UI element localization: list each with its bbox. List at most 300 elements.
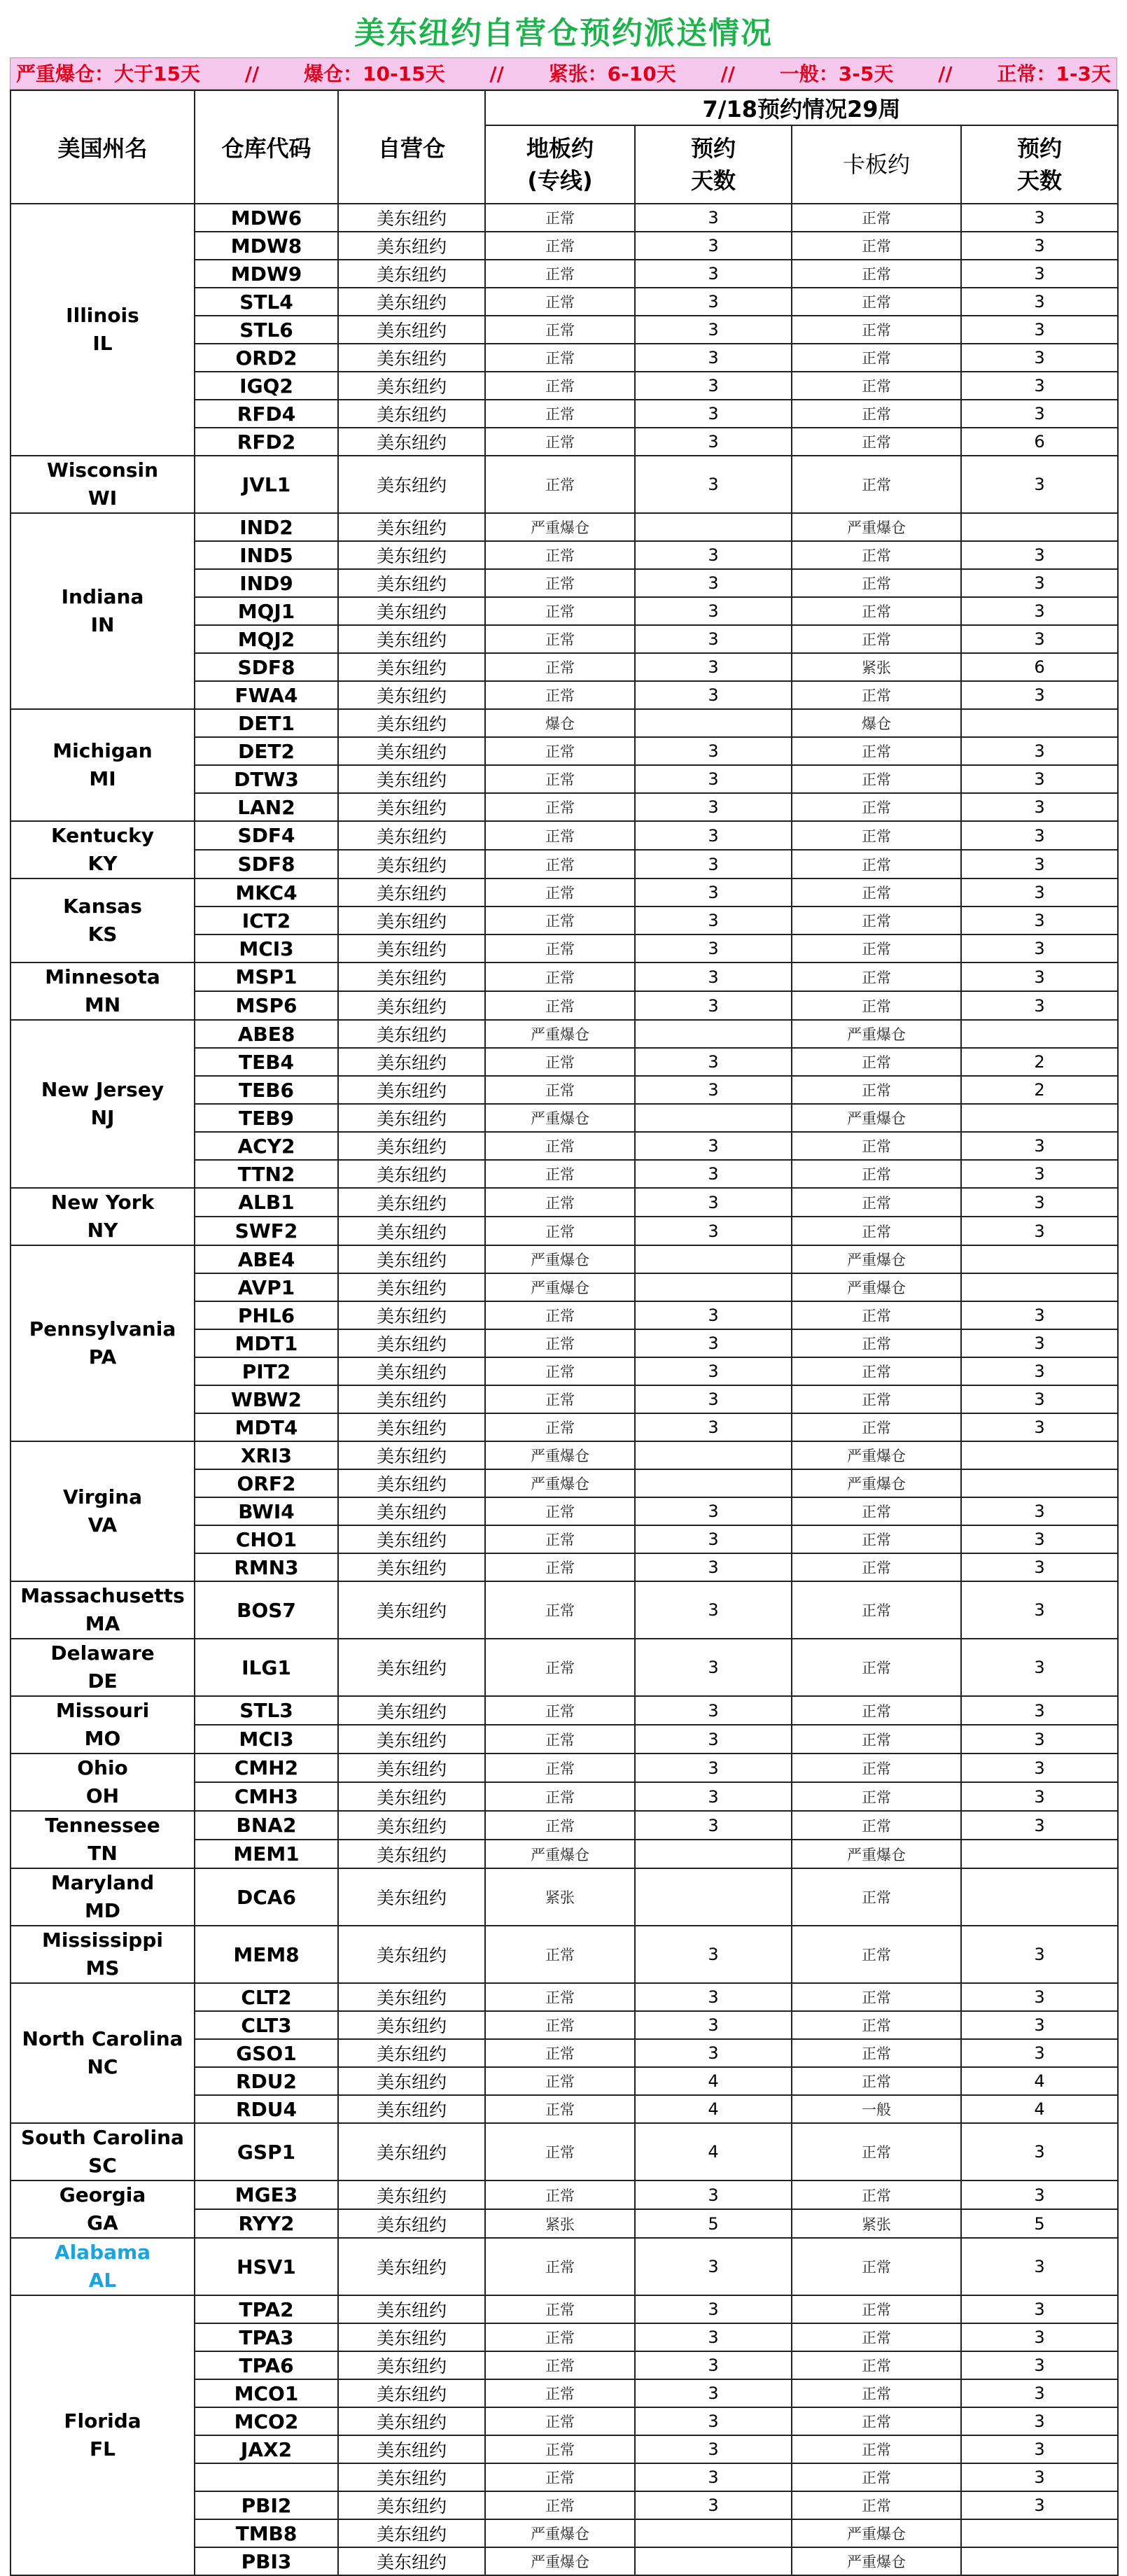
floor-days: 3 [635, 260, 792, 288]
self-warehouse: 美东纽约 [338, 1581, 485, 1639]
pallet-status: 正常 [792, 1160, 961, 1188]
warehouse-code: TPA2 [195, 2295, 338, 2323]
warehouse-code: CLT3 [195, 2011, 338, 2039]
floor-days: 3 [635, 2379, 792, 2407]
floor-status: 正常 [485, 2435, 635, 2463]
warehouse-code: PIT2 [195, 1357, 338, 1385]
floor-days: 3 [635, 456, 792, 513]
warehouse-code: IND9 [195, 569, 338, 597]
floor-status: 正常 [485, 2039, 635, 2067]
warehouse-code: SDF8 [195, 653, 338, 681]
self-warehouse: 美东纽约 [338, 1188, 485, 1217]
floor-status: 严重爆仓 [485, 1020, 635, 1048]
floor-status: 正常 [485, 1553, 635, 1581]
state-name: Illinois IL [10, 204, 195, 456]
floor-days: 3 [635, 2039, 792, 2067]
pallet-days: 3 [961, 2011, 1118, 2039]
warehouse-code: STL6 [195, 316, 338, 344]
self-warehouse: 美东纽约 [338, 1441, 485, 1469]
floor-status: 正常 [485, 316, 635, 344]
floor-days: 4 [635, 2095, 792, 2123]
floor-status: 严重爆仓 [485, 513, 635, 541]
pallet-status: 正常 [792, 316, 961, 344]
pallet-status: 正常 [792, 1983, 961, 2011]
self-warehouse: 美东纽约 [338, 513, 485, 541]
pallet-status: 正常 [792, 1217, 961, 1245]
legend-item: 一般：3-5天 [779, 62, 894, 85]
floor-days: 3 [635, 541, 792, 569]
warehouse-code: ABE8 [195, 1020, 338, 1048]
self-warehouse: 美东纽约 [338, 1469, 485, 1497]
floor-days: 3 [635, 2491, 792, 2519]
warehouse-code: TMB8 [195, 2519, 338, 2547]
header-week: 7/18预约情况29周 [485, 90, 1118, 125]
pallet-status: 正常 [792, 2491, 961, 2519]
warehouse-code: DET1 [195, 709, 338, 737]
floor-status: 正常 [485, 991, 635, 1020]
floor-days: 3 [635, 765, 792, 793]
pallet-status: 正常 [792, 2407, 961, 2435]
floor-status: 紧张 [485, 1868, 635, 1926]
warehouse-code: GSO1 [195, 2039, 338, 2067]
legend-bar [10, 57, 1117, 90]
pallet-days: 3 [961, 962, 1118, 991]
self-warehouse: 美东纽约 [338, 2295, 485, 2323]
pallet-status: 紧张 [792, 653, 961, 681]
floor-status: 爆仓 [485, 709, 635, 737]
self-warehouse: 美东纽约 [338, 1132, 485, 1160]
warehouse-code: PBI3 [195, 2547, 338, 2575]
warehouse-code: DET2 [195, 737, 338, 765]
pallet-status: 严重爆仓 [792, 2547, 961, 2575]
floor-status: 严重爆仓 [485, 1245, 635, 1273]
floor-status: 严重爆仓 [485, 1273, 635, 1301]
warehouse-code: STL4 [195, 288, 338, 316]
warehouse-code: MDW9 [195, 260, 338, 288]
floor-status: 正常 [485, 1413, 635, 1441]
pallet-days: 3 [961, 2323, 1118, 2351]
pallet-days: 3 [961, 2039, 1118, 2067]
pallet-status: 正常 [792, 2067, 961, 2095]
floor-status: 正常 [485, 1696, 635, 1725]
pallet-days: 3 [961, 372, 1118, 400]
pallet-status: 正常 [792, 1696, 961, 1725]
pallet-days: 3 [961, 597, 1118, 625]
floor-status: 正常 [485, 456, 635, 513]
warehouse-code: RYY2 [195, 2209, 338, 2238]
legend-item: 正常：1-3天 [997, 62, 1111, 85]
pallet-status: 正常 [792, 372, 961, 400]
floor-status: 正常 [485, 821, 635, 850]
floor-status: 正常 [485, 2407, 635, 2435]
warehouse-code: MQJ1 [195, 597, 338, 625]
self-warehouse: 美东纽约 [338, 1385, 485, 1413]
floor-days: 3 [635, 2351, 792, 2379]
pallet-days: 4 [961, 2095, 1118, 2123]
floor-days: 3 [635, 1725, 792, 1754]
pallet-status: 正常 [792, 793, 961, 821]
floor-status: 正常 [485, 850, 635, 878]
floor-status: 正常 [485, 1076, 635, 1104]
self-warehouse: 美东纽约 [338, 934, 485, 962]
state-name: Missouri MO [10, 1696, 195, 1754]
pallet-days: 3 [961, 1581, 1118, 1639]
state-name: Ohio OH [10, 1754, 195, 1811]
floor-days [635, 1868, 792, 1926]
self-warehouse: 美东纽约 [338, 400, 485, 428]
table-row [10, 1811, 1118, 1840]
floor-status: 正常 [485, 2463, 635, 2491]
table-row [10, 1441, 1118, 1469]
floor-days [635, 1273, 792, 1301]
state-name: Virgina VA [10, 1441, 195, 1581]
floor-days: 3 [635, 737, 792, 765]
self-warehouse: 美东纽约 [338, 2123, 485, 2180]
floor-days: 3 [635, 1983, 792, 2011]
state-name: Wisconsin WI [10, 456, 195, 513]
floor-status: 正常 [485, 1639, 635, 1696]
self-warehouse: 美东纽约 [338, 1104, 485, 1132]
pallet-days: 3 [961, 569, 1118, 597]
pallet-status: 正常 [792, 1385, 961, 1413]
pallet-status: 严重爆仓 [792, 1469, 961, 1497]
self-warehouse: 美东纽约 [338, 991, 485, 1020]
self-warehouse: 美东纽约 [338, 1696, 485, 1725]
pallet-status: 正常 [792, 1048, 961, 1076]
self-warehouse: 美东纽约 [338, 2067, 485, 2095]
state-name: Alabama AL [10, 2238, 195, 2295]
warehouse-code: CHO1 [195, 1525, 338, 1553]
warehouse-code: TEB6 [195, 1076, 338, 1104]
floor-status: 正常 [485, 906, 635, 934]
floor-status: 正常 [485, 1926, 635, 1983]
warehouse-code: DCA6 [195, 1868, 338, 1926]
pallet-days: 3 [961, 1217, 1118, 1245]
pallet-status: 正常 [792, 2011, 961, 2039]
self-warehouse: 美东纽约 [338, 1076, 485, 1104]
floor-status: 正常 [485, 288, 635, 316]
floor-days: 3 [635, 991, 792, 1020]
legend-item: 爆仓：10-15天 [304, 62, 445, 85]
floor-days [635, 1469, 792, 1497]
warehouse-code: HSV1 [195, 2238, 338, 2295]
table-row [10, 1696, 1118, 1725]
self-warehouse: 美东纽约 [338, 1497, 485, 1525]
floor-days: 3 [635, 372, 792, 400]
warehouse-code: TEB9 [195, 1104, 338, 1132]
warehouse-code: TTN2 [195, 1160, 338, 1188]
warehouse-code: WBW2 [195, 1385, 338, 1413]
floor-status: 正常 [485, 428, 635, 456]
pallet-days: 3 [961, 456, 1118, 513]
warehouse-code: XRI3 [195, 1441, 338, 1469]
floor-status: 正常 [485, 1782, 635, 1811]
floor-days: 3 [635, 1413, 792, 1441]
floor-days [635, 1840, 792, 1868]
self-warehouse: 美东纽约 [338, 1357, 485, 1385]
floor-days: 3 [635, 2180, 792, 2209]
state-name: Massachusetts MA [10, 1581, 195, 1639]
pallet-days: 5 [961, 2209, 1118, 2238]
header-pallet-days: 预约 天数 [961, 125, 1118, 204]
floor-status: 正常 [485, 400, 635, 428]
pallet-days: 3 [961, 1301, 1118, 1329]
warehouse-code: RMN3 [195, 1553, 338, 1581]
warehouse-code: SDF8 [195, 850, 338, 878]
floor-days: 4 [635, 2123, 792, 2180]
floor-status: 正常 [485, 1329, 635, 1357]
floor-status: 正常 [485, 653, 635, 681]
pallet-status: 正常 [792, 400, 961, 428]
self-warehouse: 美东纽约 [338, 2435, 485, 2463]
table-row [10, 204, 1118, 232]
warehouse-code: ICT2 [195, 906, 338, 934]
state-name: New Jersey NJ [10, 1020, 195, 1188]
pallet-status: 正常 [792, 541, 961, 569]
self-warehouse: 美东纽约 [338, 2323, 485, 2351]
pallet-status: 正常 [792, 1926, 961, 1983]
floor-days: 3 [635, 821, 792, 850]
pallet-status: 正常 [792, 1782, 961, 1811]
floor-status: 正常 [485, 1811, 635, 1840]
pallet-days: 2 [961, 1076, 1118, 1104]
pallet-days: 2 [961, 1048, 1118, 1076]
pallet-days [961, 1469, 1118, 1497]
pallet-days: 3 [961, 793, 1118, 821]
table-row [10, 1020, 1118, 1048]
warehouse-code: AVP1 [195, 1273, 338, 1301]
self-warehouse: 美东纽约 [338, 1754, 485, 1782]
floor-status: 正常 [485, 1581, 635, 1639]
table-row [10, 1983, 1118, 2011]
pallet-days: 3 [961, 316, 1118, 344]
self-warehouse: 美东纽约 [338, 1217, 485, 1245]
floor-status: 正常 [485, 1048, 635, 1076]
state-name: Delaware DE [10, 1639, 195, 1696]
table-row [10, 709, 1118, 737]
pallet-days [961, 1020, 1118, 1048]
pallet-status: 严重爆仓 [792, 1104, 961, 1132]
self-warehouse: 美东纽约 [338, 709, 485, 737]
floor-days: 3 [635, 1301, 792, 1329]
warehouse-code: ALB1 [195, 1188, 338, 1217]
self-warehouse: 美东纽约 [338, 1413, 485, 1441]
pallet-days: 3 [961, 821, 1118, 850]
warehouse-code: ORD2 [195, 344, 338, 372]
self-warehouse: 美东纽约 [338, 1329, 485, 1357]
floor-days: 3 [635, 1188, 792, 1217]
warehouse-code: JVL1 [195, 456, 338, 513]
pallet-days: 3 [961, 541, 1118, 569]
self-warehouse: 美东纽约 [338, 2011, 485, 2039]
warehouse-code: CMH3 [195, 1782, 338, 1811]
warehouse-code: IGQ2 [195, 372, 338, 400]
pallet-status: 正常 [792, 1639, 961, 1696]
pallet-status: 正常 [792, 850, 961, 878]
pallet-days: 3 [961, 400, 1118, 428]
pallet-days: 3 [961, 1497, 1118, 1525]
pallet-status: 正常 [792, 1553, 961, 1581]
pallet-status: 正常 [792, 1301, 961, 1329]
floor-status: 正常 [485, 1497, 635, 1525]
pallet-status: 正常 [792, 2379, 961, 2407]
pallet-days: 3 [961, 1639, 1118, 1696]
self-warehouse: 美东纽约 [338, 1553, 485, 1581]
state-name: Florida FL [10, 2295, 195, 2575]
pallet-status: 正常 [792, 2238, 961, 2295]
warehouse-code: STL3 [195, 1696, 338, 1725]
self-warehouse: 美东纽约 [338, 260, 485, 288]
floor-days [635, 1104, 792, 1132]
self-warehouse: 美东纽约 [338, 1301, 485, 1329]
pallet-days: 3 [961, 1413, 1118, 1441]
floor-status: 严重爆仓 [485, 2547, 635, 2575]
self-warehouse: 美东纽约 [338, 288, 485, 316]
warehouse-code: FWA4 [195, 681, 338, 709]
pallet-status: 正常 [792, 428, 961, 456]
pallet-days: 3 [961, 1553, 1118, 1581]
floor-status: 正常 [485, 1754, 635, 1782]
self-warehouse: 美东纽约 [338, 316, 485, 344]
warehouse-code: MCI3 [195, 934, 338, 962]
pallet-days: 3 [961, 2123, 1118, 2180]
header-floor-days: 预约 天数 [635, 125, 792, 204]
floor-status: 严重爆仓 [485, 1104, 635, 1132]
state-name: Indiana IN [10, 513, 195, 709]
pallet-days: 3 [961, 1754, 1118, 1782]
pallet-status: 正常 [792, 821, 961, 850]
pallet-status: 严重爆仓 [792, 1020, 961, 1048]
self-warehouse: 美东纽约 [338, 1840, 485, 1868]
pallet-days [961, 1868, 1118, 1926]
pallet-days [961, 1441, 1118, 1469]
floor-days [635, 709, 792, 737]
pallet-status: 正常 [792, 2323, 961, 2351]
floor-days: 3 [635, 1217, 792, 1245]
pallet-days: 3 [961, 1725, 1118, 1754]
state-name: Minnesota MN [10, 962, 195, 1020]
floor-days: 3 [635, 1696, 792, 1725]
floor-status: 正常 [485, 344, 635, 372]
floor-status: 正常 [485, 2323, 635, 2351]
warehouse-code: LAN2 [195, 793, 338, 821]
warehouse-code: MCO1 [195, 2379, 338, 2407]
pallet-days: 3 [961, 1132, 1118, 1160]
state-name: Mississippi MS [10, 1926, 195, 1983]
table-row [10, 1639, 1118, 1696]
self-warehouse: 美东纽约 [338, 1926, 485, 1983]
pallet-status: 正常 [792, 2295, 961, 2323]
pallet-status: 正常 [792, 2351, 961, 2379]
pallet-days: 3 [961, 1983, 1118, 2011]
self-warehouse: 美东纽约 [338, 793, 485, 821]
pallet-status: 正常 [792, 681, 961, 709]
floor-status: 正常 [485, 541, 635, 569]
floor-days: 3 [635, 1160, 792, 1188]
self-warehouse: 美东纽约 [338, 1811, 485, 1840]
pallet-status: 正常 [792, 765, 961, 793]
pallet-days [961, 1840, 1118, 1868]
self-warehouse: 美东纽约 [338, 962, 485, 991]
floor-status: 正常 [485, 737, 635, 765]
warehouse-code: ABE4 [195, 1245, 338, 1273]
self-warehouse: 美东纽约 [338, 1525, 485, 1553]
pallet-status: 严重爆仓 [792, 513, 961, 541]
floor-status: 正常 [485, 1160, 635, 1188]
pallet-status: 正常 [792, 1413, 961, 1441]
pallet-status: 正常 [792, 906, 961, 934]
pallet-days: 3 [961, 2295, 1118, 2323]
pallet-days: 3 [961, 1782, 1118, 1811]
pallet-status: 正常 [792, 1497, 961, 1525]
pallet-days [961, 1245, 1118, 1273]
pallet-days: 3 [961, 344, 1118, 372]
floor-days: 3 [635, 2295, 792, 2323]
pallet-status: 正常 [792, 1132, 961, 1160]
legend-separator: // [489, 62, 504, 85]
pallet-days: 3 [961, 1329, 1118, 1357]
table-row [10, 513, 1118, 541]
pallet-days [961, 2519, 1118, 2547]
pallet-days: 3 [961, 625, 1118, 653]
floor-days: 3 [635, 906, 792, 934]
floor-days: 3 [635, 878, 792, 906]
table-row [10, 2180, 1118, 2209]
floor-days: 3 [635, 2435, 792, 2463]
header-floor: 地板约 (专线) [485, 125, 635, 204]
pallet-days: 3 [961, 288, 1118, 316]
warehouse-code: SWF2 [195, 1217, 338, 1245]
floor-days: 5 [635, 2209, 792, 2238]
pallet-status: 正常 [792, 1811, 961, 1840]
pallet-days: 3 [961, 2238, 1118, 2295]
self-warehouse: 美东纽约 [338, 2379, 485, 2407]
warehouse-code: MCI3 [195, 1725, 338, 1754]
floor-status: 正常 [485, 1983, 635, 2011]
floor-status: 正常 [485, 2123, 635, 2180]
self-warehouse: 美东纽约 [338, 541, 485, 569]
floor-status: 紧张 [485, 2209, 635, 2238]
state-name: South Carolina SC [10, 2123, 195, 2180]
pallet-status: 严重爆仓 [792, 1840, 961, 1868]
warehouse-code: RFD2 [195, 428, 338, 456]
warehouse-code: MQJ2 [195, 625, 338, 653]
floor-days: 3 [635, 428, 792, 456]
floor-status: 正常 [485, 878, 635, 906]
pallet-days: 3 [961, 681, 1118, 709]
pallet-days: 3 [961, 1188, 1118, 1217]
sheet [10, 10, 1117, 2576]
pallet-status: 爆仓 [792, 709, 961, 737]
floor-status: 正常 [485, 372, 635, 400]
state-name: North Carolina NC [10, 1983, 195, 2123]
header-pallet: 卡板约 [792, 125, 961, 204]
table-row [10, 2295, 1118, 2323]
warehouse-code: CLT2 [195, 1983, 338, 2011]
self-warehouse: 美东纽约 [338, 2519, 485, 2547]
floor-status: 正常 [485, 934, 635, 962]
warehouse-code: ACY2 [195, 1132, 338, 1160]
legend-separator: // [720, 62, 735, 85]
warehouse-code: JAX2 [195, 2435, 338, 2463]
self-warehouse: 美东纽约 [338, 821, 485, 850]
self-warehouse: 美东纽约 [338, 1782, 485, 1811]
floor-status: 正常 [485, 1385, 635, 1413]
self-warehouse: 美东纽约 [338, 204, 485, 232]
warehouse-code: MSP6 [195, 991, 338, 1020]
state-name: Pennsylvania PA [10, 1245, 195, 1441]
warehouse-code: IND2 [195, 513, 338, 541]
